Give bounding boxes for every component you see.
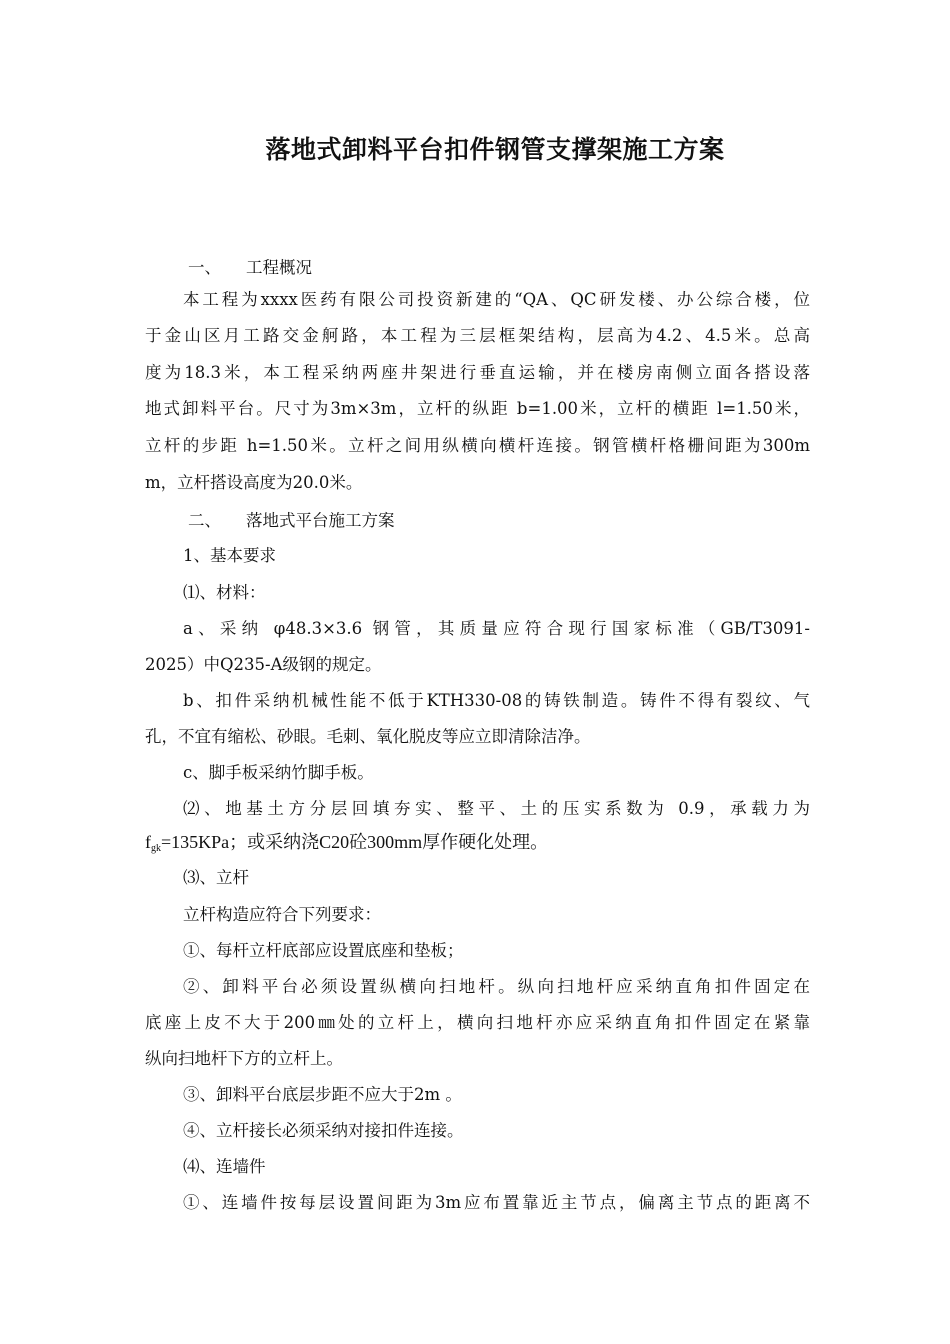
list-item: ③、卸料平台底层步距不应大于2m 。 (183, 1085, 462, 1104)
paragraph-line: 度为18.3米，本工程采纳两座井架进行垂直运输，并在楼房南侧立面各搭设落 (145, 363, 810, 382)
paragraph-line: m，立杆搭设高度为20.0米。 (145, 473, 363, 492)
paragraph-line: 2025）中Q235-A级钢的规定。 (145, 655, 382, 674)
document-title: 落地式卸料平台扣件钢管支撑架施工方案 (265, 135, 725, 164)
item-heading: ⑷、连墙件 (183, 1157, 266, 1176)
paragraph-line: 纵向扫地杆下方的立杆上。 (145, 1049, 343, 1068)
section-number: 二、 (188, 511, 221, 530)
paragraph-line: ⑵、地基土方分层回填夯实、整平、土的压实系数为 0.9，承载力为 (183, 799, 810, 818)
paragraph-line: 地式卸料平台。尺寸为3m×3m，立杆的纵距 b=1.00米，立杆的横距 l=1.50米， (145, 399, 810, 418)
section-number: 一、 (188, 258, 221, 277)
item-heading: ⑶、立杆 (183, 868, 249, 887)
list-item: ①、每杆立杆底部应设置底座和垫板； (183, 941, 464, 960)
section-heading-2 (188, 509, 853, 533)
list-item: ②、卸料平台必须设置纵横向扫地杆。纵向扫地杆应采纳直角扣件固定在 (183, 977, 810, 996)
paragraph-line: 于金山区月工路交金舸路，本工程为三层框架结构，层高为4.2、4.5米。总高 (145, 326, 810, 345)
paragraph-line: b、扣件采纳机械性能不低于KTH330-08的铸铁制造。铸件不得有裂纹、气 (183, 691, 810, 710)
paragraph-line: 本工程为xxxx医药有限公司投资新建的“QA、QC研发楼、办公综合楼，位 (183, 290, 810, 309)
paragraph-line: 孔，不宜有缩松、砂眼。毛刺、氧化脱皮等应立即清除洁净。 (145, 727, 591, 746)
item-heading: ⑴、材料： (183, 583, 266, 602)
subsection-heading: 1、基本要求 (183, 546, 276, 565)
paragraph-line: 立杆的步距 h=1.50米。立杆之间用纵横向横杆连接。钢管横杆格栅间距为300m (145, 436, 810, 455)
section-title: 工程概况 (246, 258, 312, 277)
paragraph-line (145, 830, 810, 861)
paragraph-line: a、采纳 φ48.3×3.6 钢管，其质量应符合现行国家标准（GB/T3091- (183, 619, 810, 638)
list-item: ①、连墙件按每层设置间距为3m应布置靠近主节点，偏离主节点的距离不 (183, 1193, 810, 1212)
paragraph-line: 立杆构造应符合下列要求： (183, 905, 381, 924)
formula-subscript: gk (151, 843, 161, 854)
paragraph-line: 底座上皮不大于200㎜处的立杆上，横向扫地杆亦应采纳直角扣件固定在紧靠 (145, 1013, 810, 1032)
formula-symbol: f (145, 832, 151, 852)
section-title: 落地式平台施工方案 (246, 511, 395, 530)
section-heading-1 (188, 256, 853, 280)
paragraph-line: c、脚手板采纳竹脚手板。 (183, 763, 374, 782)
list-item: ④、立杆接长必须采纳对接扣件连接。 (183, 1121, 464, 1140)
formula-text: =135KPa；或采纳浇C20砼300mm厚作硬化处理。 (161, 832, 549, 852)
